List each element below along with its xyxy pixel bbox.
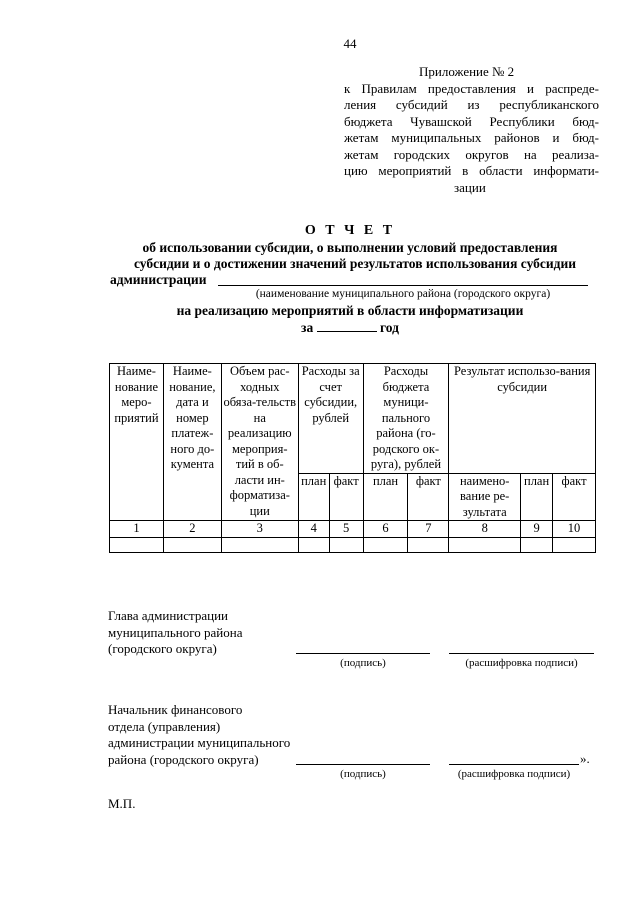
table-cell[interactable] [408, 538, 449, 553]
header-cell: Результат использо-вания субсидии [449, 364, 596, 474]
table-cell[interactable] [553, 538, 596, 553]
report-year-line [110, 319, 590, 336]
header-cell-plan: план [521, 473, 553, 521]
header-cell-plan: план [363, 473, 408, 521]
header-cell-fact: факт [553, 473, 596, 521]
signature-caption: (подпись) [340, 768, 386, 780]
report-subtitle-line: об использовании субсидии, о выполнении условий предоставления [142, 240, 558, 255]
table-cell[interactable] [521, 538, 553, 553]
signatory-line: Глава администрации [108, 608, 229, 623]
closing-quote-mark: ». [580, 751, 590, 766]
header-cell: Объем рас-ходных обяза-тельств на реализацию мероприя-тий в об-ласти ин-форматиза-ции [221, 364, 298, 521]
table-row [110, 538, 596, 553]
head-decoding-field[interactable] [449, 653, 594, 654]
table-cell[interactable] [329, 538, 363, 553]
table-cell[interactable] [298, 538, 329, 553]
column-number: 2 [163, 521, 221, 538]
appendix-line: жетам муниципальных районов и бюд- [344, 130, 599, 145]
signatory-line: района (городского округа) [108, 751, 259, 767]
signatory-line: отдела (управления) [108, 718, 221, 734]
report-subtitle-line: субсидии и о достижении значений результатов использования субсидии [133, 256, 577, 271]
signatory-line: муниципального района [108, 624, 243, 640]
column-number: 6 [363, 521, 408, 538]
header-cell-fact: факт [408, 473, 449, 521]
decoding-caption: (расшифровка подписи) [465, 657, 578, 669]
column-number: 3 [221, 521, 298, 538]
finance-signature-field[interactable] [296, 764, 430, 765]
administration-label: администрации [110, 272, 207, 287]
report-table [109, 363, 596, 553]
header-cell: Расходы за счет субсидии, рублей [298, 364, 363, 474]
head-signature-field[interactable] [296, 653, 430, 654]
column-number: 1 [110, 521, 164, 538]
header-cell: Расходы бюджета муници-пального района (го-родского ок-руга), рублей [363, 364, 449, 474]
report-title: О Т Ч Е Т [304, 223, 396, 238]
header-cell-plan: план [298, 473, 329, 521]
appendix-line: цию мероприятий в области информати- [344, 163, 599, 178]
finance-decoding-field[interactable] [449, 764, 579, 765]
stamp-placeholder: М.П. [108, 796, 136, 811]
appendix-line: к Правилам предоставления и распреде- [344, 80, 599, 96]
appendix-title: Приложение № 2 [419, 64, 515, 79]
appendix-line: зации [454, 179, 486, 195]
administration-name-field[interactable] [218, 285, 588, 286]
head-signatory-title [108, 608, 242, 658]
administration-caption: (наименование муниципального района (городского округа) [255, 288, 551, 300]
report-purpose-line: на реализацию мероприятий в области информатизации [176, 303, 524, 318]
table-cell[interactable] [449, 538, 521, 553]
year-field[interactable] [317, 319, 377, 332]
column-number: 10 [553, 521, 596, 538]
header-cell-fact: факт [329, 473, 363, 521]
column-number: 4 [298, 521, 329, 538]
table-cell[interactable] [163, 538, 221, 553]
column-number: 8 [449, 521, 521, 538]
signatory-line: (городского округа) [108, 641, 217, 656]
appendix-line: бюджета Чувашской Республики бюд- [344, 113, 599, 129]
signatory-line: администрации муниципального [108, 735, 291, 750]
year-prefix: за [301, 320, 314, 335]
decoding-caption: (расшифровка подписи) [457, 768, 571, 780]
header-cell: Наиме-нование, дата и номер платеж-ного до-кумента [163, 364, 221, 521]
header-cell: Наиме-нование меро-приятий [110, 364, 164, 521]
appendix-block [344, 64, 599, 196]
column-number: 7 [408, 521, 449, 538]
appendix-line: ления субсидий из республиканского [344, 97, 599, 112]
signature-caption: (подпись) [340, 657, 386, 669]
page-number: 44 [343, 36, 357, 51]
table-cell[interactable] [221, 538, 298, 553]
signatory-line: Начальник финансового [108, 702, 243, 717]
column-number: 5 [329, 521, 363, 538]
table-cell[interactable] [363, 538, 408, 553]
appendix-line: жетам городских округов на реализа- [344, 146, 599, 162]
header-cell-result-name: наимено-вание ре-зультата [449, 473, 521, 521]
table-cell[interactable] [110, 538, 164, 553]
column-number: 9 [521, 521, 553, 538]
finance-signatory-title [108, 702, 290, 768]
year-suffix: год [379, 320, 399, 335]
